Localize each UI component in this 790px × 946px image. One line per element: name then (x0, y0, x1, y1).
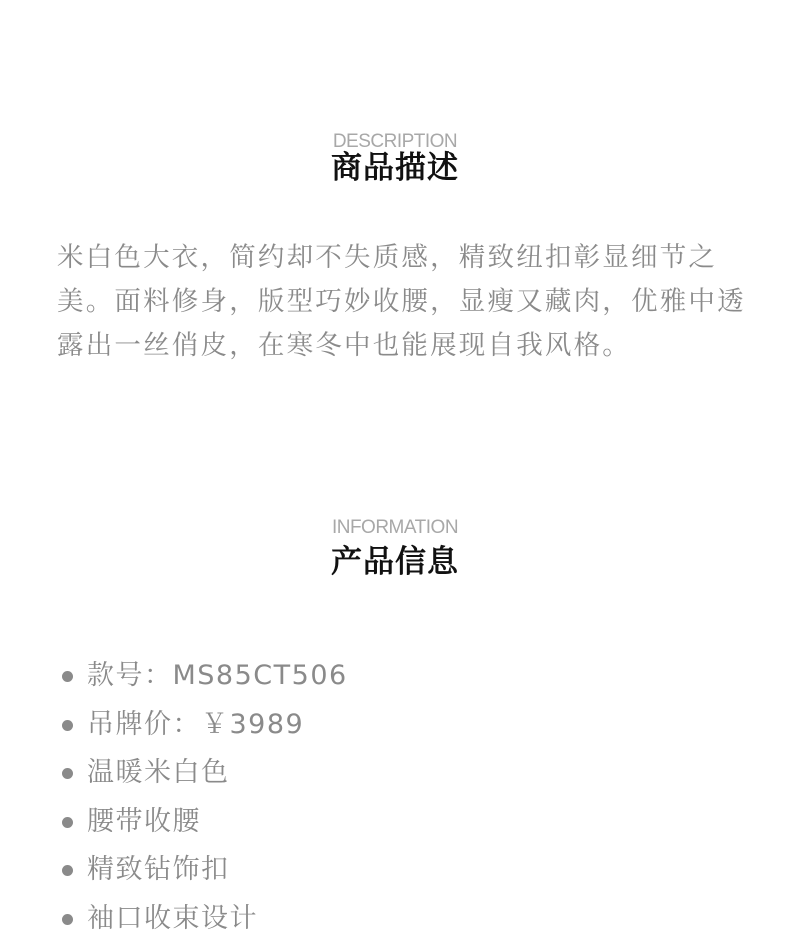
bullet-icon (62, 914, 73, 925)
bullet-icon (62, 720, 73, 731)
list-item-text: 袖口收束设计 (87, 902, 258, 934)
list-item-color (60, 749, 348, 798)
list-item-text: 吊牌价：￥3989 (87, 708, 305, 740)
list-item-text: 温暖米白色 (87, 757, 230, 789)
information-heading-en: INFORMATION (331, 517, 459, 538)
list-item-text: 精致钻饰扣 (87, 854, 230, 886)
list-item-belt (60, 798, 348, 847)
bullet-icon (62, 817, 73, 828)
description-heading-en: DESCRIPTION (332, 131, 458, 152)
list-item-style-number (60, 652, 348, 701)
bullet-icon (62, 768, 73, 779)
information-heading: 产品信息 (331, 544, 459, 580)
list-item-tag-price (60, 701, 348, 750)
list-item-buttons (60, 846, 348, 895)
list-item-text: 腰带收腰 (87, 805, 201, 837)
description-heading: 商品描述 (331, 150, 459, 186)
bullet-icon (62, 671, 73, 682)
list-item-text: 款号：MS85CT506 (87, 660, 348, 691)
product-info-list (60, 652, 348, 944)
list-item-cuffs (60, 895, 348, 944)
description-text: 米白色大衣，简约却不失质感，精致纽扣彰显细节之美。面料修身，版型巧妙收腰，显瘦又藏肉，优雅中透露出一丝俏皮，在寒冬中也能展现自我风格。 (57, 242, 746, 361)
bullet-icon (62, 865, 73, 876)
